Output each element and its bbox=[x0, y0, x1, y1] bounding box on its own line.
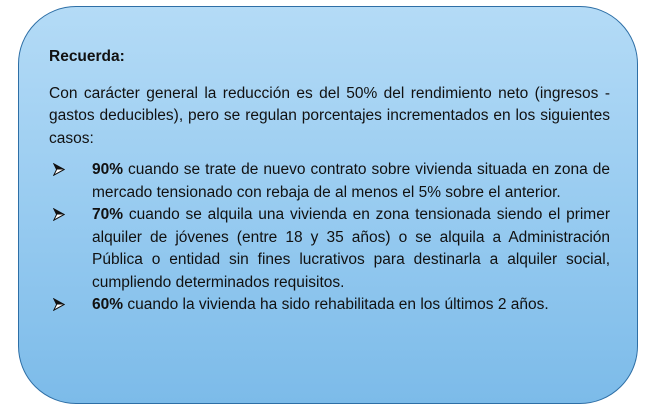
list-item bbox=[49, 204, 610, 294]
arrow-bullet-icon bbox=[53, 208, 65, 221]
list-item bbox=[49, 159, 610, 204]
arrow-bullet-icon bbox=[53, 163, 65, 176]
list-item bbox=[49, 294, 610, 317]
callout-content bbox=[49, 46, 610, 317]
intro-paragraph: Con carácter general la reducción es del 50% del rendimiento neto (ingresos -gastos deducibles), pero se regulan porcentajes incrementados en los siguientes casos: bbox=[49, 84, 610, 147]
percentage-value: 60% bbox=[92, 296, 124, 313]
arrow-bullet-icon bbox=[53, 298, 65, 311]
item-text: cuando la vivienda ha sido rehabilitada en los últimos 2 años. bbox=[123, 296, 549, 313]
item-text: cuando se alquila una vivienda en zona tensionada siendo el primer alquiler de jóvenes (entre 18 y 35 años) o se alquila a Administración Pública o entidad sin fines lucrativos para destinarla a alquiler social, cumpliendo determinados requisitos. bbox=[92, 206, 610, 291]
reminder-callout-box bbox=[18, 6, 638, 404]
callout-heading: Recuerda: bbox=[49, 48, 125, 65]
item-text: cuando se trate de nuevo contrato sobre vivienda situada en zona de mercado tensionado con rebaja de al menos el 5% sobre el anterior. bbox=[92, 161, 610, 201]
percentage-list bbox=[49, 159, 610, 317]
percentage-value: 70% bbox=[92, 206, 124, 223]
percentage-value: 90% bbox=[92, 161, 124, 178]
